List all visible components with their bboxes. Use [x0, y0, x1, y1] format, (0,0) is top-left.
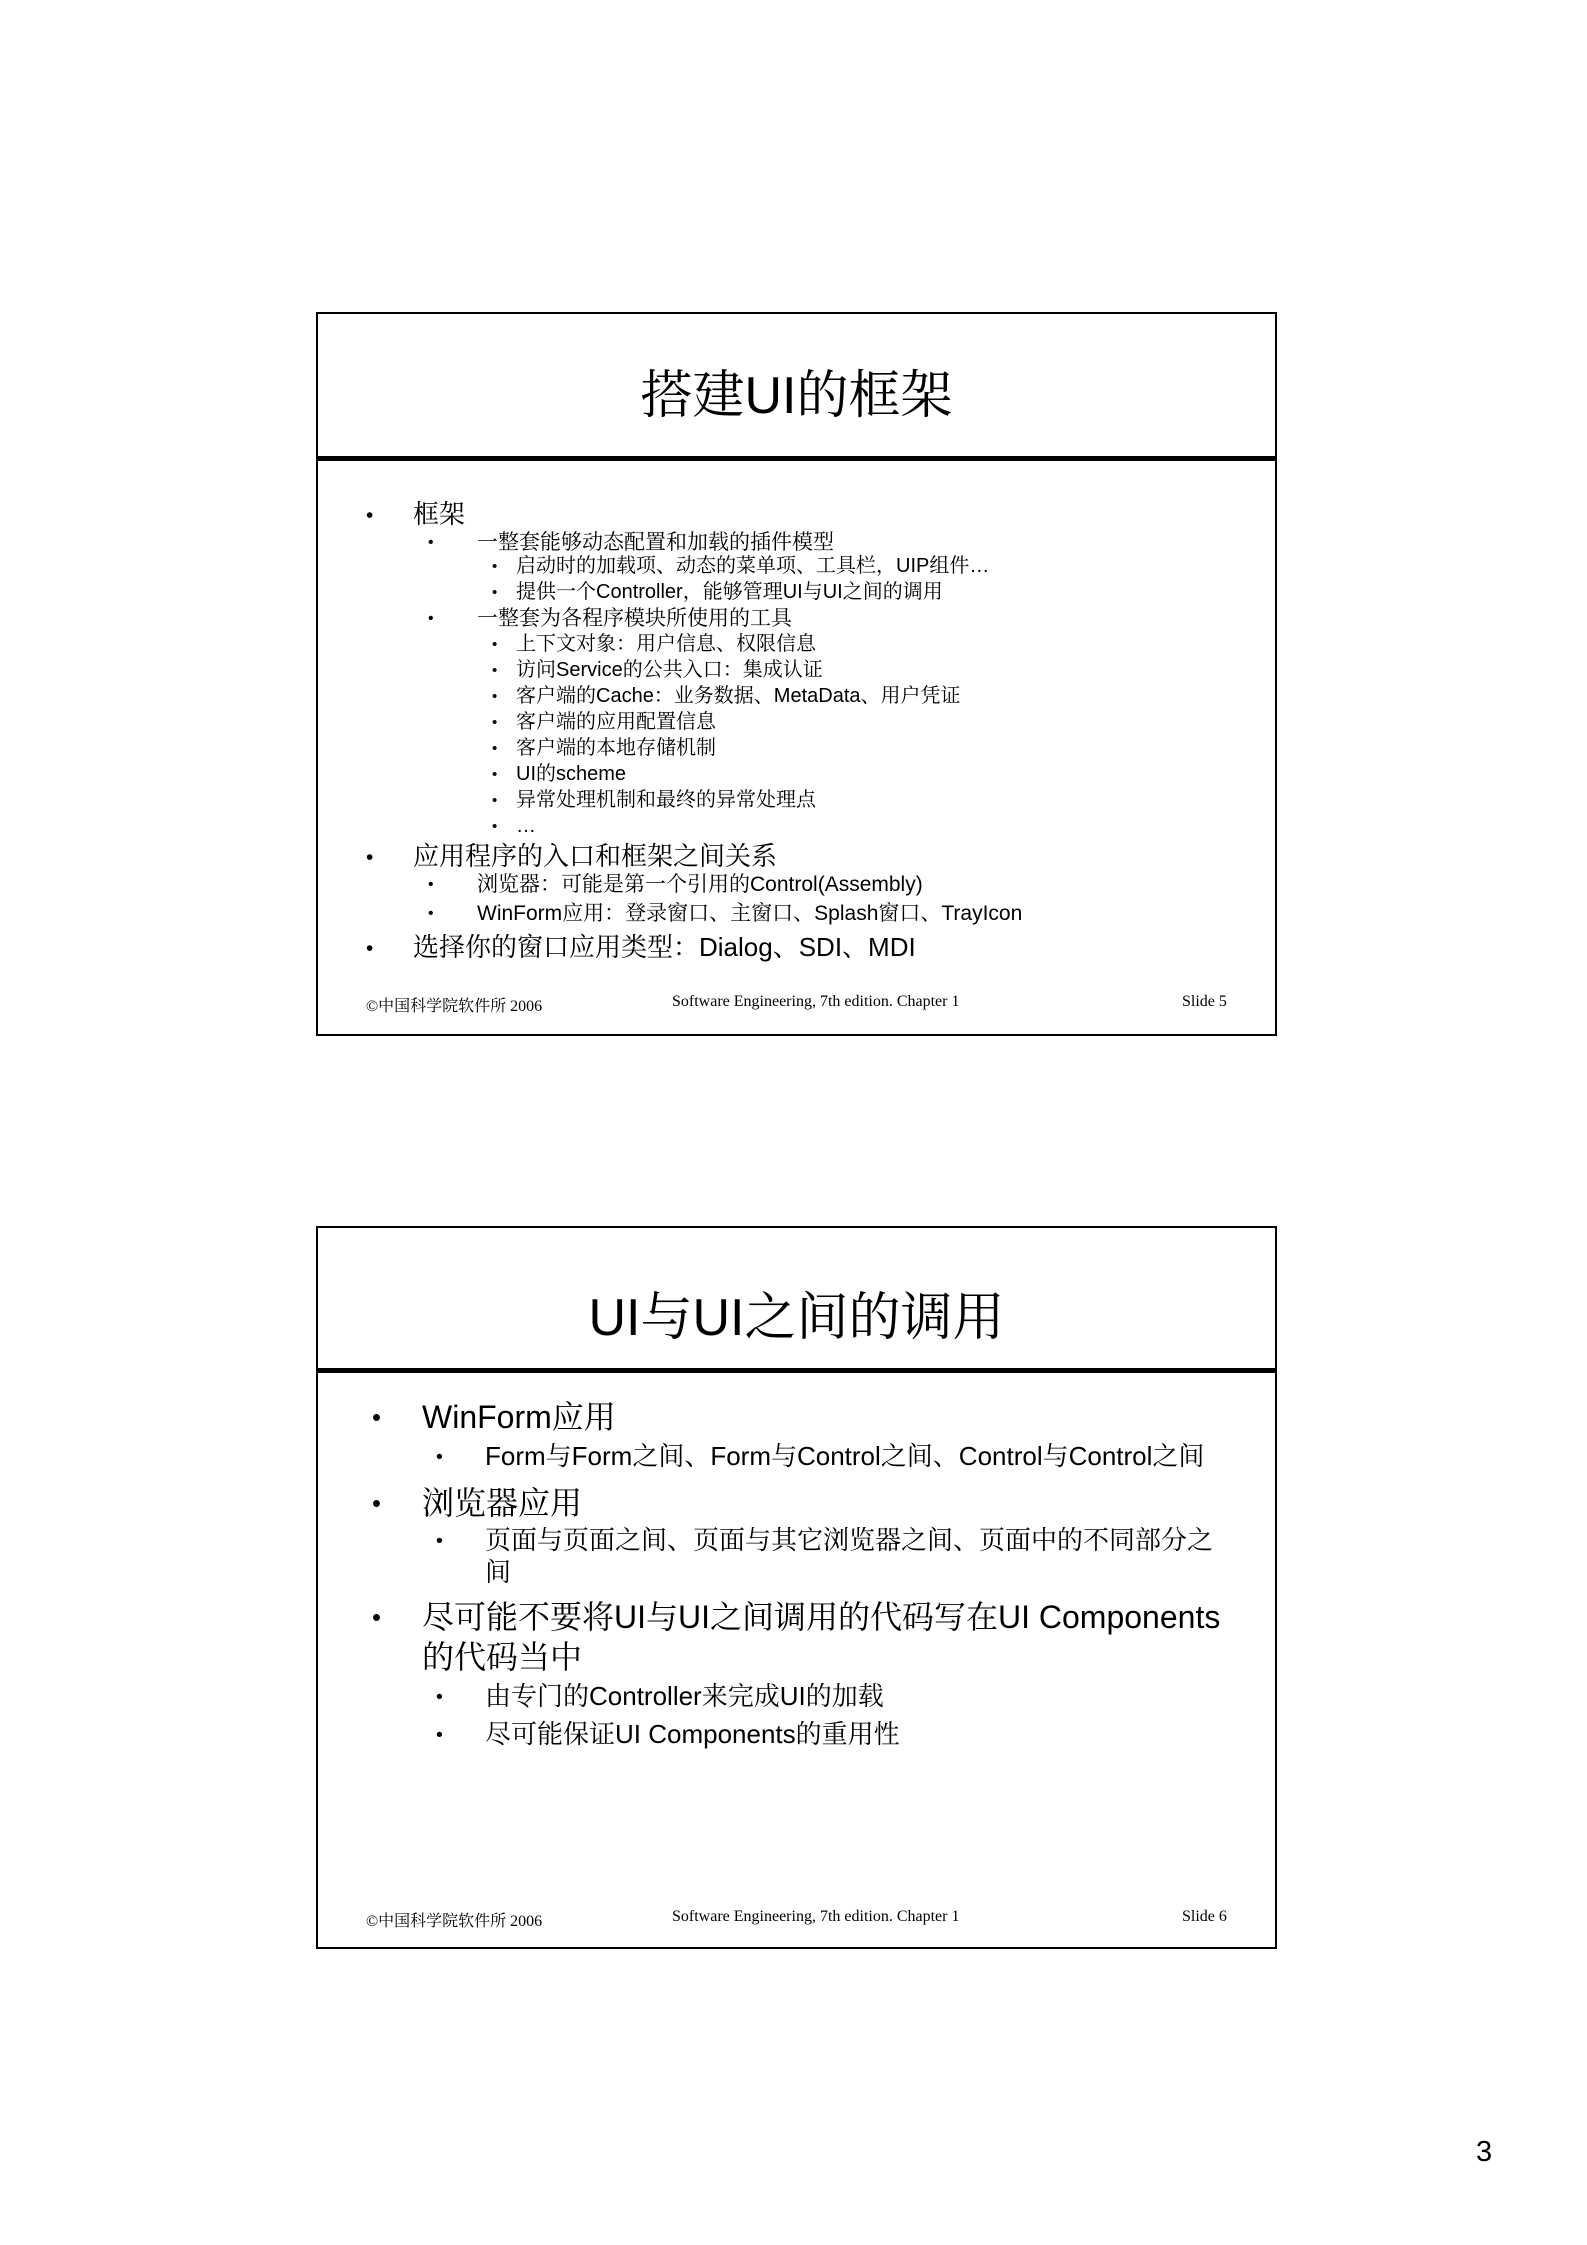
footer-copyright: ©中国科学院软件所 2006	[366, 1913, 543, 1930]
footer-course: Software Engineering, 7th edition. Chapter 1	[672, 1908, 960, 1925]
footer-copyright: ©中国科学院软件所 2006	[366, 998, 543, 1015]
bullet-item-level-1: 框架	[413, 499, 466, 530]
bullet-icon: •	[366, 504, 374, 527]
bullet-item-level-1: 浏览器应用	[422, 1484, 583, 1521]
bullet-icon: •	[492, 714, 498, 731]
bullet-icon: •	[366, 937, 374, 960]
slide-title: 搭建UI的框架	[640, 367, 953, 425]
bullet-icon: •	[492, 558, 498, 575]
title-divider	[318, 1368, 1275, 1373]
page-number: 3	[1476, 2136, 1493, 2168]
bullet-item-level-3: …	[516, 815, 536, 837]
bullet-item-level-3: 提供一个Controller，能够管理UI与UI之间的调用	[516, 581, 943, 603]
bullet-item-level-2: 页面与页面之间、页面与其它浏览器之间、页面中的不同部分之	[485, 1525, 1214, 1556]
bullet-icon: •	[436, 1686, 443, 1708]
bullet-item-level-3: 客户端的Cache：业务数据、MetaData、用户凭证	[516, 685, 961, 707]
bullet-item-level-1: 尽可能不要将UI与UI之间调用的代码写在UI Components	[422, 1598, 1221, 1635]
bullet-item-level-1: 选择你的窗口应用类型：Dialog、SDI、MDI	[413, 932, 916, 963]
slide-title: UI与UI之间的调用	[588, 1289, 1005, 1347]
bullet-icon: •	[436, 1530, 443, 1552]
bullet-item-level-3: 上下文对象：用户信息、权限信息	[516, 633, 816, 655]
bullet-item-level-3: 客户端的应用配置信息	[516, 711, 716, 733]
bullet-item-level-2: 尽可能保证UI Components的重用性	[485, 1719, 900, 1750]
bullet-icon: •	[492, 584, 498, 601]
bullet-icon: •	[372, 1404, 381, 1432]
bullet-icon: •	[492, 662, 498, 679]
bullet-item-level-2: 浏览器：可能是第一个引用的Control(Assembly)	[477, 872, 923, 896]
footer-slide-number: Slide 6	[1182, 1908, 1227, 1925]
bullet-icon: •	[372, 1604, 381, 1632]
bullet-icon: •	[428, 905, 434, 922]
slide-6	[316, 1226, 1277, 1949]
bullet-item-level-1: 的代码当中	[422, 1638, 583, 1675]
slide-5	[316, 312, 1277, 1036]
bullet-item-level-3: 启动时的加载项、动态的菜单项、工具栏，UIP组件…	[516, 555, 990, 577]
bullet-icon: •	[492, 792, 498, 809]
bullet-item-level-2: WinForm应用：登录窗口、主窗口、Splash窗口、TrayIcon	[477, 901, 1023, 925]
footer-course: Software Engineering, 7th edition. Chapter 1	[672, 993, 960, 1010]
title-divider	[318, 456, 1275, 461]
bullet-icon: •	[428, 876, 434, 893]
bullet-item-level-1: WinForm应用	[422, 1398, 616, 1435]
bullet-icon: •	[366, 846, 374, 869]
footer-slide-number: Slide 5	[1182, 993, 1227, 1010]
bullet-icon: •	[436, 1446, 443, 1468]
bullet-icon: •	[492, 766, 498, 783]
bullet-icon: •	[436, 1724, 443, 1746]
bullet-icon: •	[492, 636, 498, 653]
bullet-icon: •	[492, 688, 498, 705]
bullet-item-level-2: 由专门的Controller来完成UI的加载	[485, 1681, 884, 1712]
bullet-item-level-2: 间	[485, 1557, 512, 1588]
bullet-item-level-3: 客户端的本地存储机制	[516, 737, 716, 759]
bullet-item-level-3: 访问Service的公共入口：集成认证	[516, 659, 823, 681]
bullet-icon: •	[428, 610, 434, 627]
bullet-item-level-2: Form与Form之间、Form与Control之间、Control与Control之间	[485, 1441, 1205, 1472]
bullet-icon: •	[492, 818, 498, 835]
bullet-icon: •	[428, 534, 434, 551]
bullet-item-level-2: 一整套为各程序模块所使用的工具	[477, 606, 792, 630]
bullet-icon: •	[372, 1490, 381, 1518]
bullet-item-level-3: 异常处理机制和最终的异常处理点	[516, 789, 816, 811]
bullet-item-level-2: 一整套能够动态配置和加载的插件模型	[477, 530, 834, 554]
bullet-item-level-3: UI的scheme	[516, 763, 627, 785]
bullet-item-level-1: 应用程序的入口和框架之间关系	[413, 841, 778, 872]
bullet-icon: •	[492, 740, 498, 757]
